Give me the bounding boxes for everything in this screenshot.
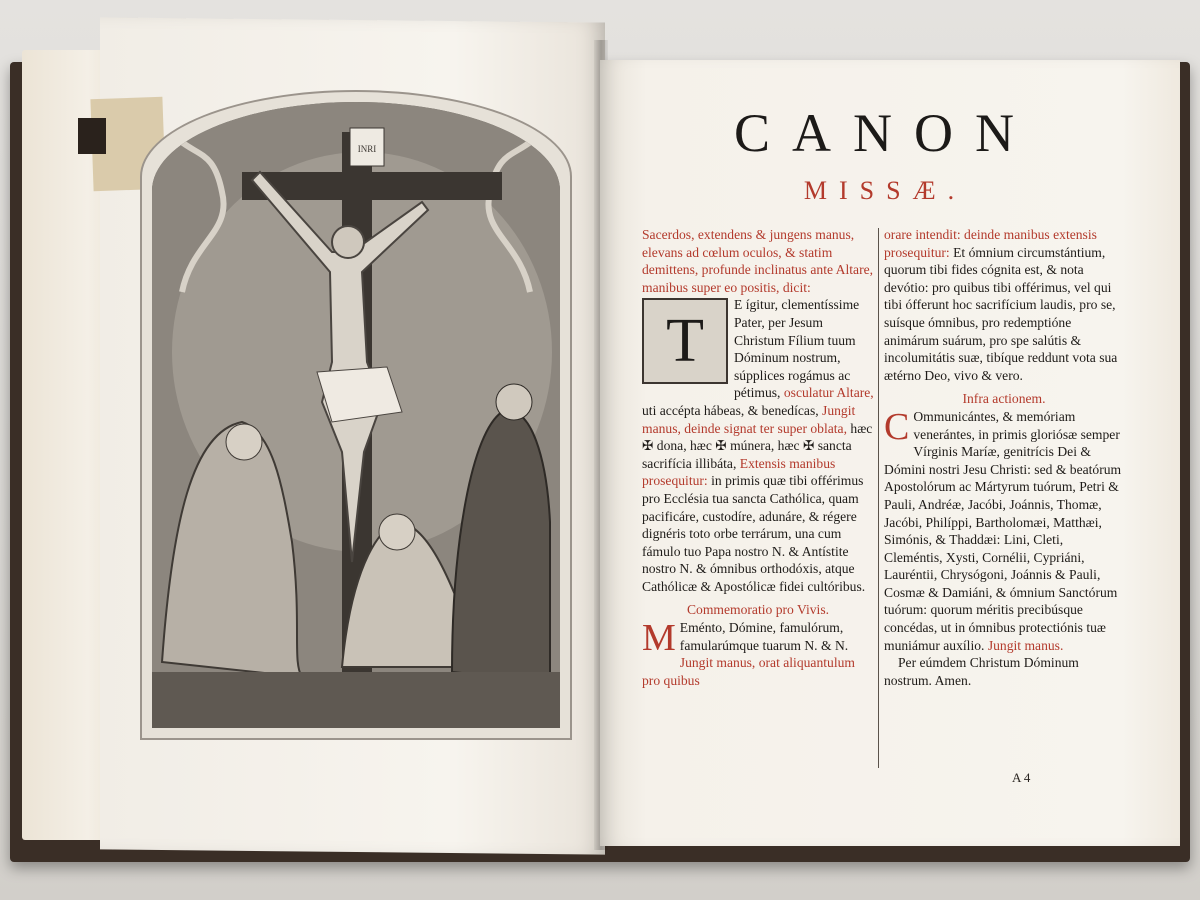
prayer-text: Eménto, Dómine, famulórum, famularúmque tuarum N. & N.: [679, 620, 849, 653]
loincloth: [317, 367, 402, 422]
ground: [152, 672, 560, 728]
page-signature: A 4: [1012, 770, 1031, 785]
prayer-text: Per eúmdem Christum Dóminum nostrum. Amen.: [884, 655, 1079, 688]
page-title: CANON: [733, 103, 1036, 163]
page-subtitle: MISSÆ.: [803, 176, 967, 205]
crucifixion-illustration: [152, 102, 560, 728]
rubric: Jungit manus.: [987, 637, 1064, 653]
rubric: Extensis manibus prosequitur:: [642, 455, 836, 489]
section-heading: Commemoratio pro Vivis.: [686, 602, 830, 618]
red-initial: C: [884, 405, 910, 448]
john-head: [496, 384, 532, 420]
decorated-initial: T: [642, 298, 728, 384]
section-heading: Infra actionem.: [962, 391, 1046, 407]
mary-head: [226, 424, 262, 460]
prayer-text: Et ómnium circumstántium, quorum tibi fides cógnita est, & nota devótio: pro quibus tibi offérimus, vel qui tibi ófferunt hoc sacrifícium laudis, pro se, suísque ómnibus, pro redemptióne animárum suárum, pro spe salútis & incolumitátis suæ, tibíque reddunt vota sua ætérno Deo, vivo & vero.: [884, 244, 1118, 383]
prayer-text: E ígitur, clementíssime Pater, per Jesum Christum Fílium tuum Dóminum nostrum, súpplices rogámus ac pétimus,: [734, 297, 860, 401]
rubric: Sacerdos, extendens & jungens manus, elevans ad cœlum oculos, & statim demittens, profunde inclinatus ante Altare, manibus super eo positis, dicit:: [642, 227, 874, 295]
column-divider: [878, 228, 879, 768]
rubric: Jungit manus, orat aliquantulum pro quibus: [642, 655, 855, 688]
prayer-text: in primis quæ tibi offérimus pro Ecclésia tua sancta Cathólica, quam pacificáre, custodíre, adunáre, & régere dignéris toto orbe terrárum, una cum fámulo tuo Papa nostro N. & Antístite nostro N. & ómnibus orthodóxis, atque Cathólicæ & Apostólicæ fidei cultóribus.: [642, 473, 866, 594]
christ-head: [332, 226, 364, 258]
prayer-text: uti accépta hábeas, & benedícas,: [642, 402, 819, 418]
text-column-right: [884, 226, 1124, 689]
titulus-text: INRI: [357, 144, 377, 154]
crucifixion-engraving: [152, 102, 560, 728]
rubric: osculatur Altare,: [783, 385, 874, 401]
red-initial: M: [642, 617, 676, 660]
rubric: orare intendit: deinde manibus extensis prosequitur:: [884, 227, 1097, 260]
binder-clip: [78, 118, 106, 154]
prayer-text: Ommunicántes, & memóriam venerántes, in primis gloriósæ semper Vírginis Maríæ, genitrícis Dei & Dómini nostri Jesu Christi: sed & beatórum Apostolórum ac Mártyrum tuórum, Petri & Pauli, Andréæ, Jacóbi, Joánnis, Thomæ, Jacóbi, Philíppi, Bartholomæi, Matthæi, Simónis, & Thaddæi: Lini, Cleti, Cleméntis, Xysti, Cornélii, Cypriáni, Lauréntii, Chrysógoni, Joánnis & Pauli, Cosmæ & Damiáni, & ómnium Sanctórum tuórum: quorum méritis precibúsque concédas, ut in ómnibus protectiónis tuæ muniámur auxílio.: [884, 408, 1122, 653]
prayer-text: hæc ✠ dona, hæc ✠ múnera, hæc ✠ sancta sacrifícia illibáta,: [642, 420, 873, 471]
magdalene-head: [379, 514, 415, 550]
rubric: Jungit manus, deinde signat ter super oblata,: [642, 402, 856, 436]
text-column-left: [642, 226, 874, 689]
